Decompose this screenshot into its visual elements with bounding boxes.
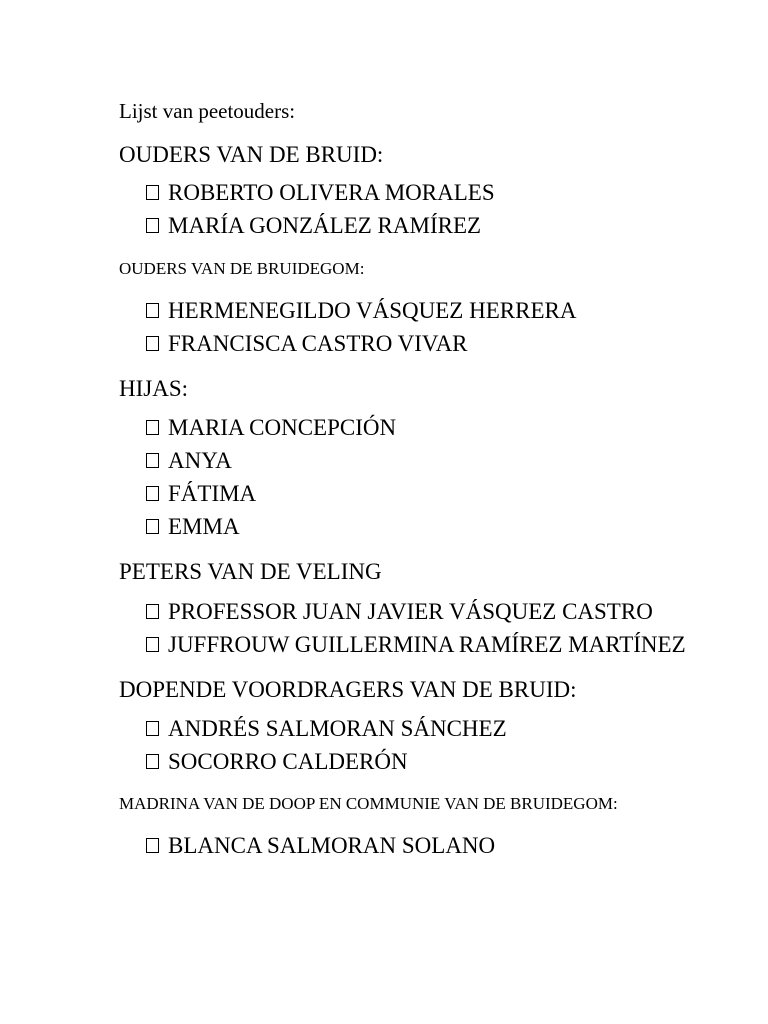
checkbox-icon xyxy=(146,218,159,233)
list-item-label: EMMA xyxy=(168,514,240,539)
checkbox-icon xyxy=(146,453,159,468)
checkbox-icon xyxy=(146,838,159,853)
list-item-label: SOCORRO CALDERÓN xyxy=(168,749,408,774)
checkbox-icon xyxy=(146,754,159,769)
list-item xyxy=(146,712,507,745)
list-item-label: ROBERTO OLIVERA MORALES xyxy=(168,180,495,205)
checkbox-icon xyxy=(146,303,159,318)
list-item-label: JUFFROUW GUILLERMINA RAMÍREZ MARTÍNEZ xyxy=(168,632,686,657)
list-item-label: MARÍA GONZÁLEZ RAMÍREZ xyxy=(168,213,482,238)
list-item xyxy=(146,294,576,327)
section-heading-baptism-presenters: DOPENDE VOORDRAGERS VAN DE BRUID: xyxy=(119,677,577,702)
list-item xyxy=(146,829,495,862)
checkbox-icon xyxy=(146,519,159,534)
list-item-label: FRANCISCA CASTRO VIVAR xyxy=(168,331,468,356)
list-item xyxy=(146,444,396,477)
list-item-label: PROFESSOR JUAN JAVIER VÁSQUEZ CASTRO xyxy=(168,599,653,624)
list-bride-parents xyxy=(146,176,495,242)
list-item xyxy=(146,595,686,628)
list-daughters xyxy=(146,411,396,543)
list-item-label: ANYA xyxy=(168,448,232,473)
intro-text: Lijst van peetouders: xyxy=(119,99,296,123)
list-item-label: BLANCA SALMORAN SOLANO xyxy=(168,833,496,858)
list-godfathers xyxy=(146,595,686,661)
section-heading-daughters: HIJAS: xyxy=(119,376,189,401)
checkbox-icon xyxy=(146,721,159,736)
list-baptism-presenters xyxy=(146,712,507,778)
list-groom-godmother xyxy=(146,829,495,862)
section-heading-groom-godmother: MADRINA VAN DE DOOP EN COMMUNIE VAN DE BRUIDEGOM: xyxy=(119,794,618,813)
checkbox-icon xyxy=(146,420,159,435)
section-heading-bride-parents: OUDERS VAN DE BRUID: xyxy=(119,142,384,167)
list-item xyxy=(146,209,495,242)
list-item xyxy=(146,477,396,510)
list-item xyxy=(146,327,576,360)
checkbox-icon xyxy=(146,486,159,501)
list-item-label: FÁTIMA xyxy=(168,481,257,506)
list-item-label: MARIA CONCEPCIÓN xyxy=(168,415,397,440)
checkbox-icon xyxy=(146,185,159,200)
checkbox-icon xyxy=(146,336,159,351)
list-item-label: ANDRÉS SALMORAN SÁNCHEZ xyxy=(168,716,507,741)
checkbox-icon xyxy=(146,637,159,652)
section-heading-godfathers: PETERS VAN DE VELING xyxy=(119,559,382,584)
section-heading-groom-parents: OUDERS VAN DE BRUIDEGOM: xyxy=(119,259,365,278)
list-groom-parents xyxy=(146,294,576,360)
list-item xyxy=(146,628,686,661)
checkbox-icon xyxy=(146,604,159,619)
list-item xyxy=(146,176,495,209)
list-item xyxy=(146,510,396,543)
list-item-label: HERMENEGILDO VÁSQUEZ HERRERA xyxy=(168,298,577,323)
list-item xyxy=(146,411,396,444)
list-item xyxy=(146,745,507,778)
